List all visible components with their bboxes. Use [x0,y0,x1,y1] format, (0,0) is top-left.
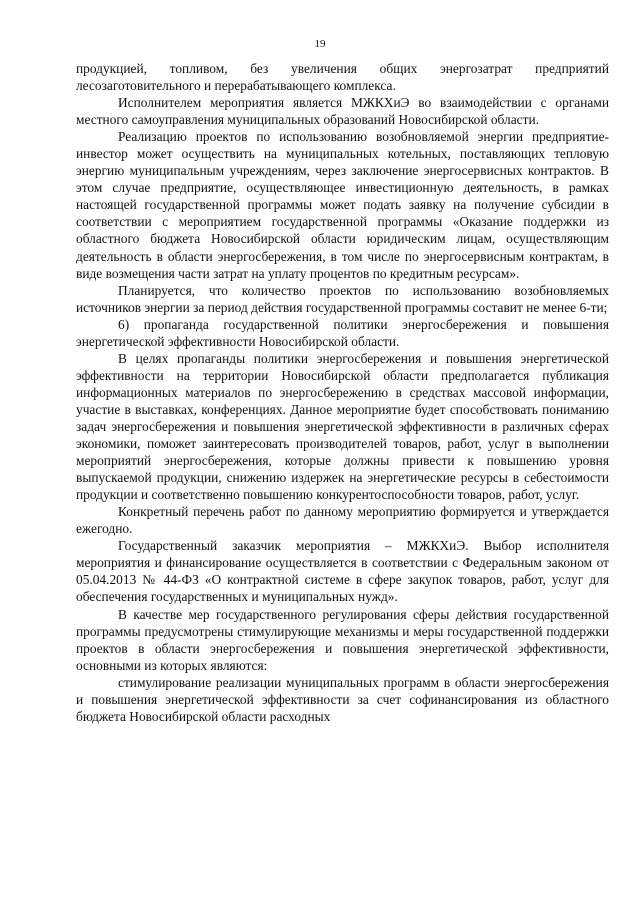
paragraph: Исполнителем мероприятия является МЖКХиЭ во взаимодействии с органами местного самоуправления муниципальных образований Новосибирской области. [76,95,609,128]
paragraph: Реализацию проектов по использованию возобновляемой энергии предприятие-инвестор может осуществить на муниципальных котельных, поставляющих тепловую энергию муниципальным учреждениям, через заключение энергосервисных контрактов. В этом случае предприятие, осуществляющее инвестиционную деятельность, в рамках настоящей государственной программы может подать заявку на получение субсидии в соответствии с мероприятием государственной программы «Оказание поддержки из областного бюджета Новосибирской области юридическим лицам, осуществляющим деятельность в области энергосбережения, в том числе по энергосервисным контрактам, в виде возмещения части затрат на уплату процентов по кредитным ресурсам». [76,129,609,281]
paragraph: стимулирование реализации муниципальных программ в области энергосбережения и повышения энергетической эффективности за счет софинансирования из областного бюджета Новосибирской области расходных [76,674,609,724]
paragraph: Планируется, что количество проектов по использованию возобновляемых источников энергии за период действия государственной программы составит не менее 6-ти; [76,282,609,315]
paragraph: Конкретный перечень работ по данному мероприятию формируется и утверждается ежегодно. [76,504,609,537]
paragraph: 6) пропаганда государственной политики энергосбережения и повышения энергетической эффективности Новосибирской области. [76,316,609,349]
page-number: 19 [314,38,326,50]
document-body [76,60,609,725]
paragraph: В качестве мер государственного регулирования сферы действия государственной программы предусмотрены стимулирующие механизмы и меры государственной поддержки проектов в области энергосбережения и повышения энергетической эффективности, основными из которых являются: [76,606,609,673]
paragraph: Государственный заказчик мероприятия – МЖКХиЭ. Выбор исполнителя мероприятия и финансирование осуществляется в соответствии с Федеральным законом от 05.04.2013 № 44-ФЗ «О контрактной системе в сфере закупок товаров, работ, услуг для обеспечения государственных и муниципальных нужд». [76,538,609,605]
paragraph: В целях пропаганды политики энергосбережения и повышения энергетической эффективности на территории Новосибирской области предполагается публикация информационных материалов по энергосбережению в средствах массовой информации, участие в выставках, конференциях. Данное мероприятие будет способствовать пониманию задач энергосбережения и повышения энергетической эффективности в различных сферах экономики, поможет заинтересовать производителей товаров, работ, услуг в выполнении мероприятий энергосбережения, которые должны привести к повышению уровня выпускаемой продукции, снижению издержек на энергетические ресурсы в себестоимости продукции и соответственно повышению конкурентоспособности товаров, работ, услуг. [76,350,609,503]
paragraph: продукцией, топливом, без увеличения общих энергозатрат предприятий лесозаготовительного и перерабатывающего комплекса. [76,61,609,94]
